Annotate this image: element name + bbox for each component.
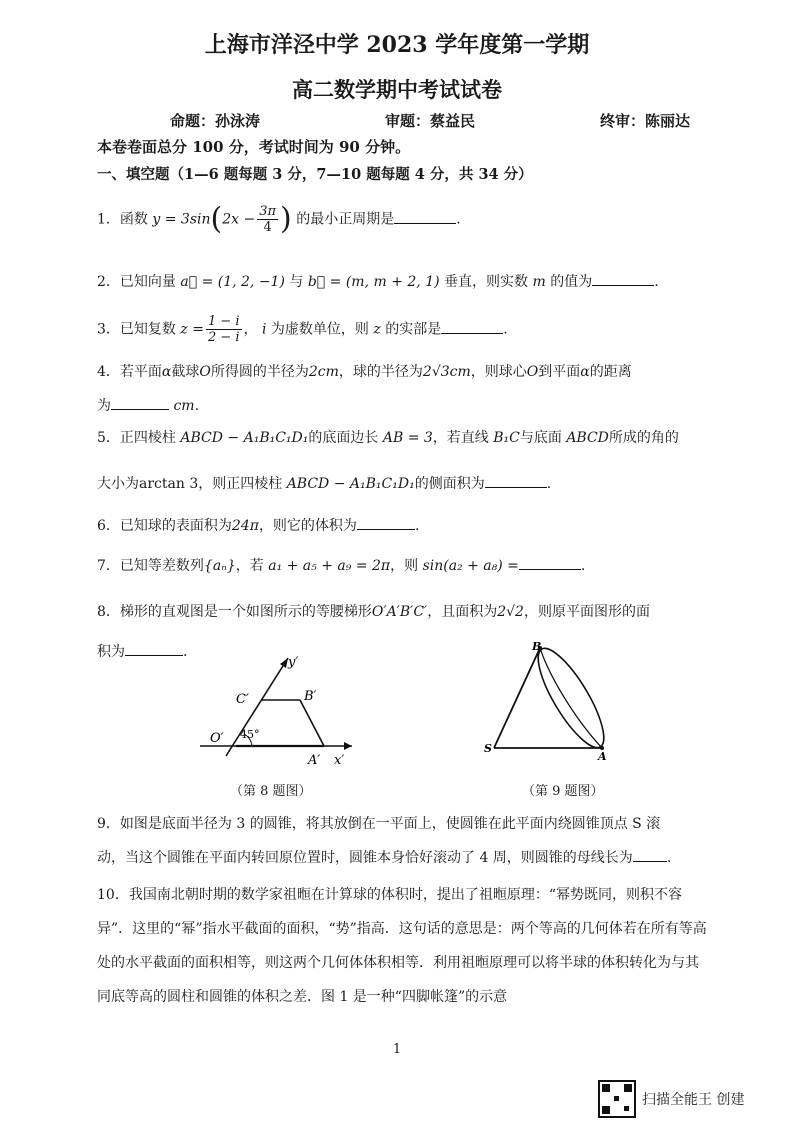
- answer-blank[interactable]: [592, 273, 654, 286]
- qr-code-icon: [598, 1080, 636, 1118]
- figure-8-diagram: [196, 648, 366, 772]
- q2-post: 垂直，则实数: [444, 274, 529, 290]
- question-1: [97, 201, 707, 237]
- q1-text: 1．函数: [97, 211, 148, 228]
- figure-9-diagram: [478, 638, 612, 760]
- q9-end: .: [666, 850, 672, 866]
- answer-blank[interactable]: [519, 557, 581, 570]
- q4-pre: 4．若平面: [97, 364, 162, 380]
- q8-t1: ，且面积为: [427, 604, 498, 620]
- label-s: S: [484, 742, 492, 755]
- q5-t3: 与底面: [519, 430, 562, 446]
- q4-alpha: α: [161, 364, 172, 380]
- question-3: [97, 314, 707, 345]
- author-line: [170, 110, 690, 131]
- question-5-line-2: [97, 474, 707, 494]
- q5-end: .: [546, 476, 552, 492]
- q8-l2-pre: 积为: [97, 644, 125, 660]
- q5-ab: AB = 3: [382, 430, 433, 446]
- q7-t2: ，则: [390, 558, 419, 574]
- label-y: y′: [288, 655, 299, 670]
- exam-subtitle: 高二数学期中考试试卷: [292, 77, 502, 102]
- answer-blank[interactable]: [357, 517, 415, 530]
- q7-end: .: [580, 558, 586, 574]
- scanner-footer: [598, 1080, 744, 1118]
- question-10: 10．我国南北朝时期的数学家祖暅在计算球的体积时，提出了祖暅原理：“幂势既同，则积不容异”．这里的“幂”指水平截面的面积，“势”指高．这句话的意思是：两个等高的几何体若在所有等高处的水平截面的面积相等，则这两个几何体体积相等．利用祖暅原理可以将半球的体积转化为与其同底等高的圆柱和圆锥的体积之差．图 1 是一种“四脚帐篷”的示意: [97, 887, 707, 1005]
- answer-blank[interactable]: [394, 211, 456, 224]
- q8-t2: ，则原平面图形的面: [523, 604, 650, 620]
- label-o: O′: [210, 731, 224, 746]
- q3-frac-num: 1 − i: [207, 314, 240, 329]
- label-a: A′: [308, 753, 321, 768]
- q4-l2-pre: 为: [97, 398, 111, 414]
- answer-blank[interactable]: [125, 643, 183, 656]
- label-b: B: [532, 640, 542, 653]
- question-9-line-2: [97, 848, 707, 868]
- q3-var2: z: [373, 321, 381, 338]
- q5-arctan: arctan 3: [139, 476, 199, 492]
- q5-t1: 的底面边长: [308, 430, 379, 446]
- final-reviewer-label: 终审：陈丽达: [599, 112, 690, 130]
- q5-l2-t1: ，则正四棱柱: [198, 476, 283, 492]
- q4-t1: 截球: [171, 364, 200, 380]
- q5-l2-pre: 大小为: [97, 476, 139, 492]
- q4-alpha2: α: [580, 364, 590, 380]
- q8-expr: O′A′B′C′: [371, 604, 428, 620]
- answer-blank[interactable]: [441, 321, 503, 334]
- cone-left-edge: [494, 648, 540, 748]
- q3-var: i: [261, 321, 267, 338]
- q3-expr: z =: [180, 321, 204, 338]
- q7-seq: {aₙ}: [203, 558, 236, 574]
- right-paren: ): [280, 201, 292, 237]
- q1-expr: y = 3sin: [152, 211, 211, 228]
- q4-o: O: [199, 364, 211, 380]
- q7-expr: a₁ + a₅ + a₉ = 2π: [268, 558, 391, 574]
- q9-l2-text: 动，当这个圆锥在平面内转回原位置时，圆锥本身恰好滚动了 4 周，则圆锥的母线长为: [97, 850, 633, 866]
- q3-fraction: [206, 314, 242, 345]
- q8-end: .: [183, 644, 188, 660]
- q5-abcd: ABCD: [566, 430, 609, 446]
- q2-post2: 的值为: [550, 274, 593, 290]
- label-b: B′: [304, 689, 317, 704]
- q3-mid: ，: [243, 321, 258, 338]
- page-number: 1: [392, 1042, 402, 1057]
- answer-blank[interactable]: [633, 849, 667, 862]
- q1-fraction: [257, 204, 278, 235]
- q2-vector-a: a⃗ = (1, 2, −1): [180, 274, 285, 290]
- question-4-line-1: [97, 362, 707, 382]
- q3-frac-den: 2 − i: [207, 330, 240, 345]
- q1-frac-den: 4: [263, 220, 272, 235]
- cone-base-ellipse: [527, 640, 612, 755]
- q6-end: .: [414, 518, 420, 534]
- q3-post: 为虚数单位，则: [270, 321, 369, 338]
- question-4-line-2: [97, 396, 707, 416]
- q4-end: .: [194, 398, 200, 414]
- x-axis-arrow: [344, 742, 352, 750]
- q5-b1c: B₁C: [493, 430, 520, 446]
- label-x: x′: [334, 753, 345, 768]
- q7-pre: 7．已知等差数列: [97, 558, 204, 574]
- label-c: C′: [236, 692, 249, 707]
- question-8-line-2: [97, 642, 707, 662]
- exam-title: 上海市洋泾中学 2023 学年度第一学期: [204, 32, 590, 58]
- reviewer-label: 审题：蔡益民: [384, 112, 475, 130]
- answer-blank[interactable]: [111, 397, 169, 410]
- q2-text: 2．已知向量: [97, 274, 176, 290]
- exam-info: 本卷卷面总分 100 分，考试时间为 90 分钟。: [97, 138, 411, 156]
- q5-l2-expr: ABCD − A₁B₁C₁D₁: [286, 476, 415, 492]
- question-5-line-1: [97, 428, 707, 448]
- q3-end: .: [503, 321, 508, 338]
- q4-t3: ，球的半径为: [338, 364, 423, 380]
- q5-t4: 所成的角的: [608, 430, 679, 446]
- q2-end: .: [654, 274, 659, 290]
- figure-9-caption: （第 9 题图）: [522, 784, 604, 799]
- q5-expr: ABCD − A₁B₁C₁D₁: [180, 430, 309, 446]
- q8-val: 2√2: [497, 604, 524, 620]
- q7-t1: ，若: [235, 558, 264, 574]
- footer-text: 扫描全能王 创建: [642, 1092, 745, 1108]
- q4-r1: 2cm: [308, 364, 339, 380]
- left-paren: (: [210, 201, 223, 237]
- q6-post: ，则它的体积为: [258, 518, 357, 534]
- y-axis: [226, 658, 288, 756]
- q1-end: .: [456, 211, 461, 228]
- question-6: [97, 516, 707, 536]
- q3-post2: 的实部是: [385, 321, 442, 338]
- question-7: [97, 556, 707, 576]
- q4-t2: 所得圆的半径为: [210, 364, 309, 380]
- q4-r2: 2√3cm: [422, 364, 471, 380]
- section-title: 一、填空题（1—6 题每题 3 分，7—10 题每题 4 分，共 34 分）: [97, 166, 533, 183]
- q3-text: 3．已知复数: [97, 321, 176, 338]
- question-2: [97, 272, 707, 292]
- label-a: A: [598, 750, 607, 760]
- q7-expr2: sin(a₂ + a₈) =: [422, 558, 519, 574]
- trapezoid-right: [300, 700, 324, 746]
- q4-t4: ，则球心: [470, 364, 527, 380]
- answer-blank[interactable]: [485, 475, 547, 488]
- q6-val: 24π: [231, 518, 259, 534]
- q5-t2: ，若直线: [432, 430, 489, 446]
- label-angle: 45°: [240, 728, 260, 741]
- q4-o2: O: [526, 364, 539, 380]
- y-axis-arrow: [280, 658, 288, 668]
- q6-pre: 6．已知球的表面积为: [97, 518, 232, 534]
- question-9-line-1: 9．如图是底面半径为 3 的圆锥，将其放倒在一平面上，使圆锥在此平面内绕圆锥顶点 S 滚: [97, 816, 661, 832]
- q2-var: m: [532, 274, 546, 290]
- q5-pre: 5．正四棱柱: [97, 430, 176, 446]
- q4-t5: 到平面: [538, 364, 581, 380]
- question-8-line-1: [97, 602, 707, 622]
- author-label: 命题：孙泳涛: [170, 112, 261, 130]
- q2-mid: 与: [289, 274, 304, 290]
- q4-t6: 的距离: [589, 364, 632, 380]
- q5-l2-t2: 的侧面积为: [414, 476, 485, 492]
- cone-inner-curve: [540, 648, 602, 748]
- q4-unit: cm: [173, 398, 195, 414]
- figure-8-caption: （第 8 题图）: [230, 784, 312, 799]
- q1-post: 的最小正周期是: [296, 211, 395, 228]
- q2-vector-b: b⃗ = (m, m + 2, 1): [307, 274, 440, 290]
- q1-inner: 2x −: [222, 211, 256, 228]
- q1-frac-num: 3π: [259, 204, 277, 219]
- q8-pre: 8．梯形的直观图是一个如图所示的等腰梯形: [97, 604, 372, 620]
